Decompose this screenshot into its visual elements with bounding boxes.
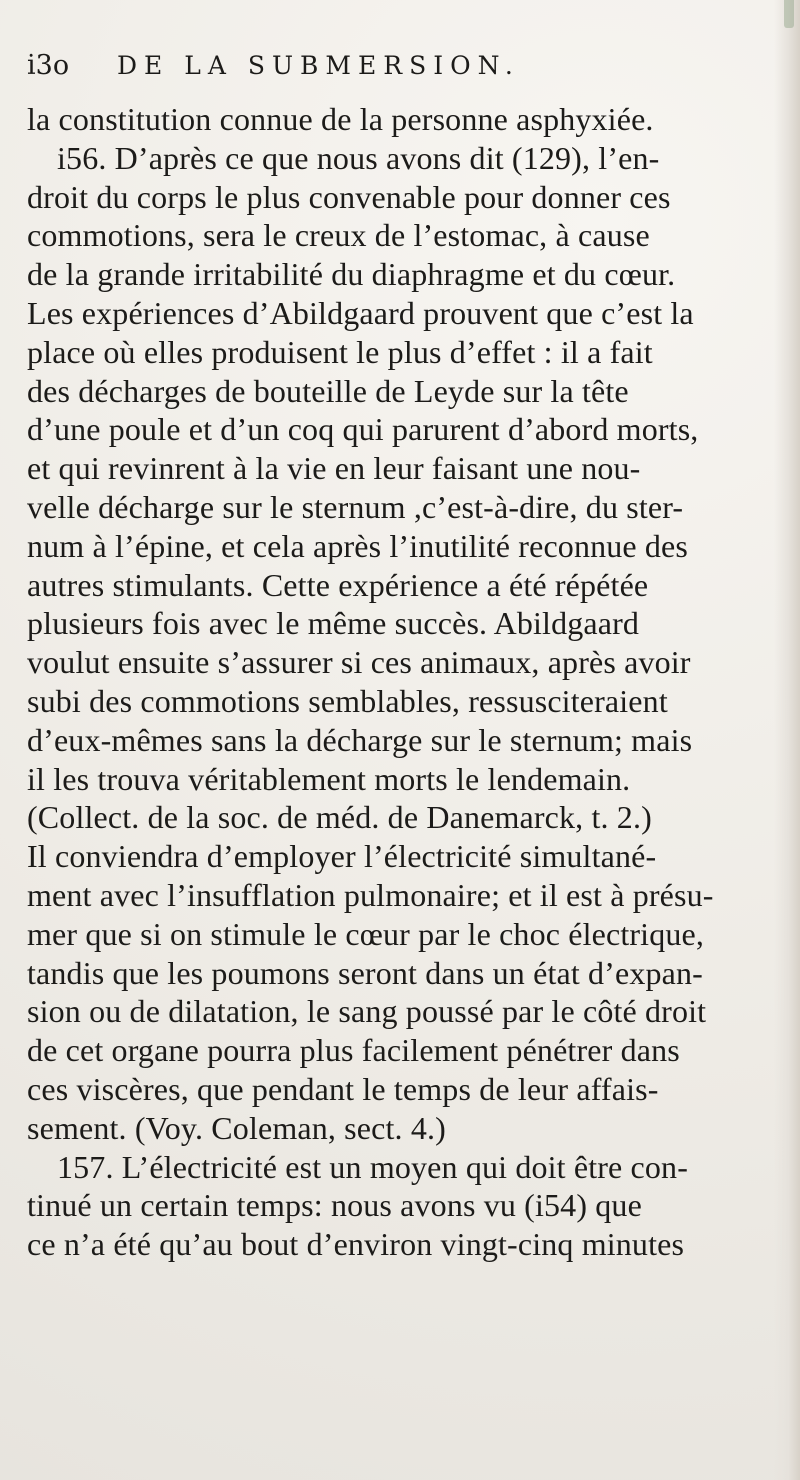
text-line: d’eux-mêmes sans la décharge sur le sternum; mais <box>27 721 693 758</box>
text-line: place où elles produisent le plus d’effet : il a fait <box>27 333 653 370</box>
text-line: Les expériences d’Abildgaard prouvent que c’est la <box>27 294 694 331</box>
text-line: ce n’a été qu’au bout d’environ vingt-cinq minutes <box>27 1226 685 1263</box>
text-line: tinué un certain temps: nous avons vu (i54) que <box>27 1187 642 1224</box>
text-line: ces viscères, que pendant le temps de leur affais- <box>27 1070 659 1107</box>
text-line: subi des commotions semblables, ressusciteraient <box>27 682 668 719</box>
text-line: num à l’épine, et cela après l’inutilité reconnue des <box>27 527 689 564</box>
text-line: plusieurs fois avec le même succès. Abildgaard <box>27 605 640 642</box>
text-line: voulut ensuite s’assurer si ces animaux, après avoir <box>27 644 691 681</box>
text-line: sement. (Voy. Coleman, sect. 4.) <box>27 1109 446 1146</box>
corner-mark <box>784 0 794 28</box>
text-line: ment avec l’insufflation pulmonaire; et il est à présu- <box>27 876 714 913</box>
text-line: sion ou de dilatation, le sang poussé par le côté droit <box>27 993 707 1030</box>
text-line: droit du corps le plus convenable pour donner ces <box>27 178 671 215</box>
text-line: de cet organe pourra plus facilement pénétrer dans <box>27 1032 680 1069</box>
text-line: 157. L’électricité est un moyen qui doit être con- <box>57 1148 689 1185</box>
text-line: de la grande irritabilité du diaphragme et du cœur. <box>27 256 676 293</box>
text-line: i56. D’après ce que nous avons dit (129), l’en- <box>57 139 660 176</box>
text-line: (Collect. de la soc. de méd. de Danemarck, t. 2.) <box>27 799 652 836</box>
text-line: autres stimulants. Cette expérience a été répétée <box>27 566 649 603</box>
text-line: des décharges de bouteille de Leyde sur la tête <box>27 372 629 409</box>
text-line: il les trouva véritablement morts le lendemain. <box>27 760 631 797</box>
text-line: d’une poule et d’un coq qui parurent d’abord morts, <box>27 411 699 448</box>
body-text <box>27 100 797 1264</box>
running-head: DE LA SUBMERSION. <box>117 51 520 80</box>
text-line: la constitution connue de la personne asphyxiée. <box>27 101 654 137</box>
text-line: mer que si on stimule le cœur par le choc électrique, <box>27 915 705 952</box>
page-header <box>27 46 764 86</box>
text-line: tandis que les poumons seront dans un état d’expan- <box>27 954 703 991</box>
text-line: Il conviendra d’employer l’électricité simultané- <box>27 838 657 875</box>
page-number: i3o <box>27 50 70 81</box>
text-line: velle décharge sur le sternum ,c’est-à-dire, du ster- <box>27 488 684 525</box>
text-line: commotions, sera le creux de l’estomac, à cause <box>27 217 650 254</box>
text-line: et qui revinrent à la vie en leur faisant une nou- <box>27 450 641 487</box>
